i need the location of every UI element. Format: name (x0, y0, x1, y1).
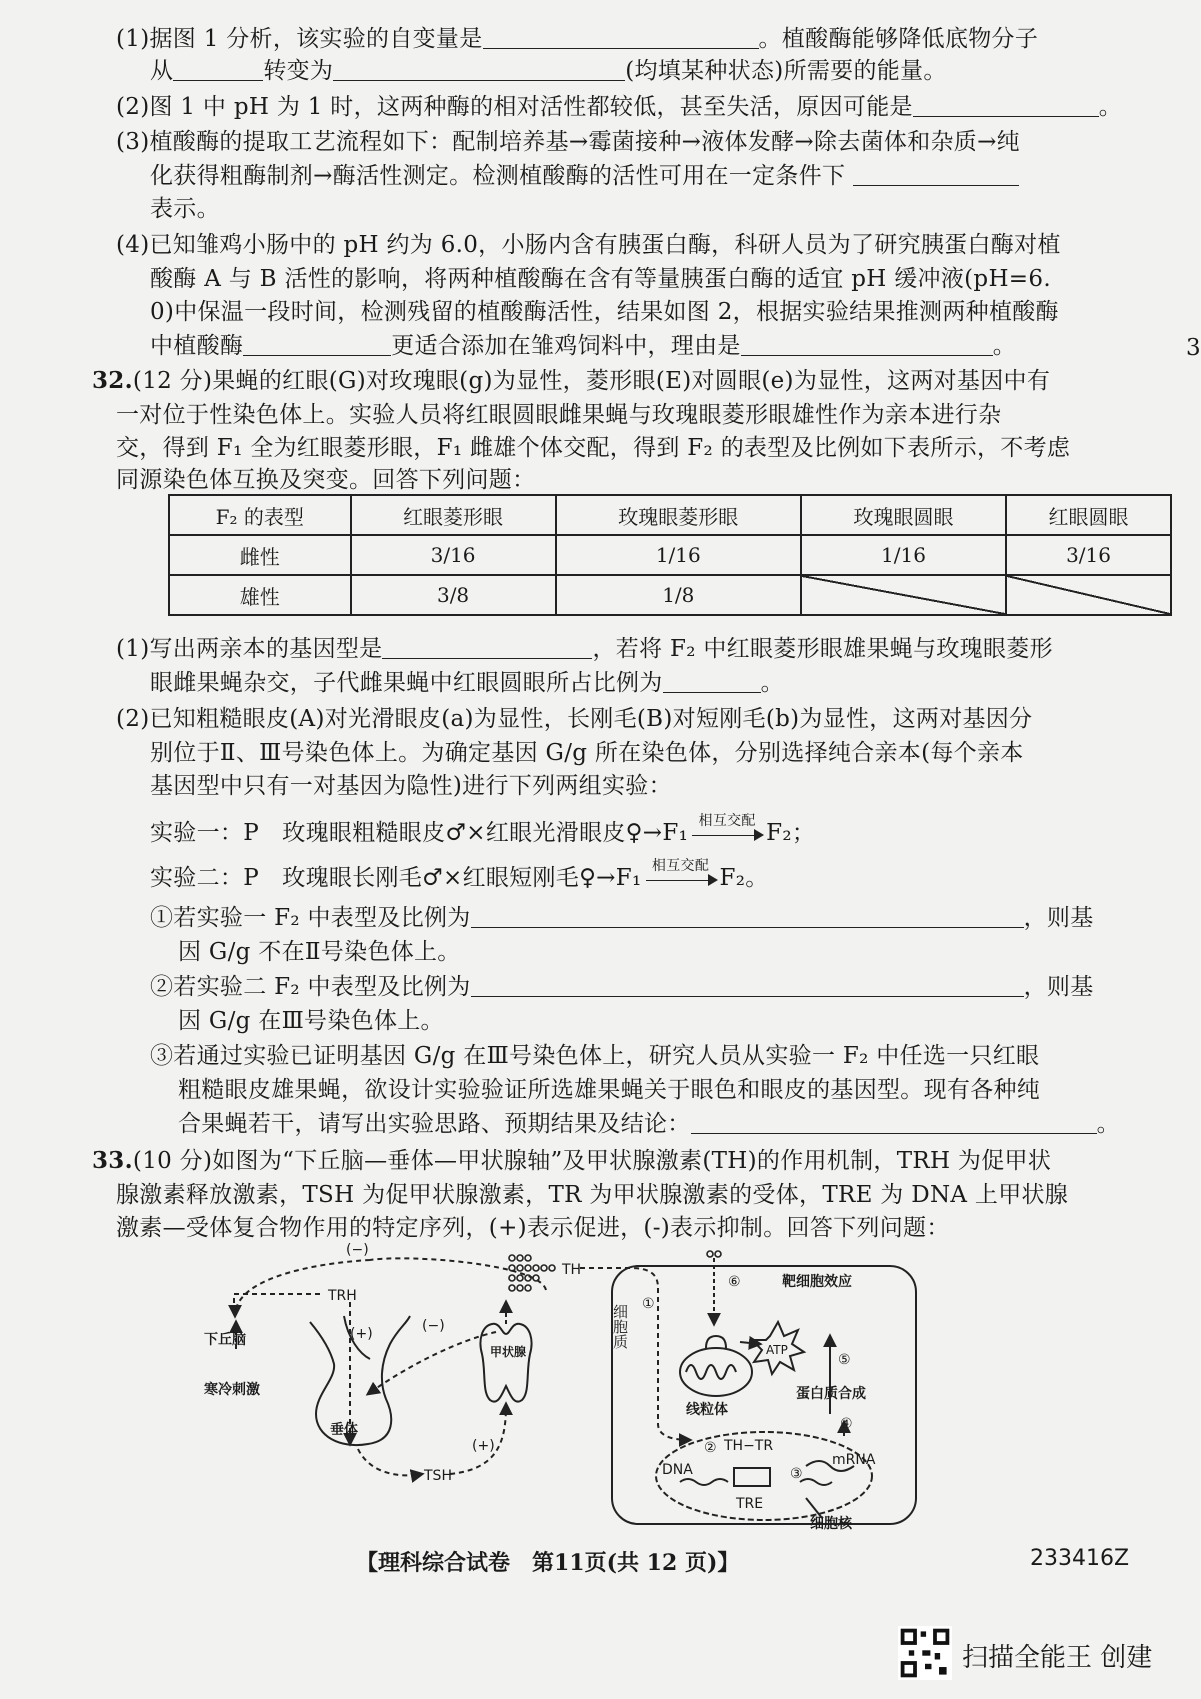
q32-c3-line1: ③若通过实验已证明基因 G/g 在Ⅲ号染色体上，研究人员从实验一 F₂ 中任选一只红眼 (150, 1043, 1040, 1069)
table-cell: 1/8 (556, 575, 801, 615)
table-header-cell: 玫瑰眼菱形眼 (556, 495, 801, 535)
q32-s2-line3: 基因型中只有一对基因为隐性)进行下列两组实验： (150, 773, 672, 799)
neg-feedback-label: (−) (346, 1242, 369, 1258)
table-header-cell: F₂ 的表型 (169, 495, 351, 535)
table-cell: 3/16 (351, 535, 556, 575)
tsh-label: TSH (424, 1468, 452, 1484)
q32-c1-line1: ①若实验一 F₂ 中表型及比例为 ，则基 (150, 905, 1094, 931)
q31-s4-line4: 中植酸酶 更适合添加在雏鸡饲料中，理由是 。 (150, 333, 1017, 359)
hpt-axis-diagram (204, 1242, 970, 1532)
negative-feedback-arrow (235, 1258, 546, 1316)
neg2-label: (−) (422, 1318, 445, 1334)
q32-line4: 同源染色体互换及突变。回答下列问题： (116, 467, 536, 493)
q31-s4-line1: (4)已知雏鸡小肠中的 pH 约为 6.0，小肠内含有胰蛋白酶，科研人员为了研究胰蛋白酶对植 (116, 232, 1061, 258)
q32-line2: 一对位于性染色体上。实验人员将红眼圆眼雌果蝇与玫瑰眼菱形眼雄性作为亲本进行杂 (116, 402, 1002, 428)
th-label: TH (562, 1262, 582, 1278)
trh-label: TRH (328, 1288, 357, 1304)
nucleus-label: 细胞核 (810, 1516, 852, 1532)
table-cell: 3/16 (1006, 535, 1171, 575)
table-cell: 1/16 (556, 535, 801, 575)
hypothalamus-label: 下丘脑 (204, 1332, 246, 1348)
q32-s2-line1: (2)已知粗糙眼皮(A)对光滑眼皮(a)为显性，长刚毛(B)对短刚毛(b)为显性，这两对基因分 (116, 706, 1033, 732)
table-cell: 雌性 (169, 535, 351, 575)
tre-label: TRE (736, 1496, 764, 1512)
thyroid-shape (480, 1324, 531, 1402)
atp-label: ATP (766, 1343, 788, 1357)
step-2-label: ② (704, 1440, 717, 1456)
mating-arrow: 相互交配 (642, 863, 720, 887)
table-header-cell: 红眼圆眼 (1006, 495, 1171, 535)
table-row (169, 575, 1171, 615)
table-header-row (169, 495, 1171, 535)
table-row (169, 535, 1171, 575)
experiment-2: 实验二：P 玫瑰眼长刚毛♂×红眼短刚毛♀→F₁ 相互交配 F₂。 (150, 858, 769, 891)
q32-s2-line2: 别位于Ⅱ、Ⅲ号染色体上。为确定基因 G/g 所在染色体，分别选择纯合亲本(每个亲本 (150, 740, 1024, 766)
step-3-label: ③ (790, 1466, 803, 1482)
table-cell: 3/8 (351, 575, 556, 615)
mitochondria-label: 线粒体 (686, 1402, 728, 1418)
step-5-label: ⑤ (838, 1352, 851, 1368)
q32-c2-line2: 因 G/g 在Ⅲ号染色体上。 (178, 1008, 444, 1034)
step-1-label: ① (642, 1296, 655, 1312)
q33-line3: 激素—受体复合物作用的特定序列，(+)表示促进，(-)表示抑制。回答下列问题： (116, 1215, 950, 1241)
footer-title: 【理科综合试卷 第11页(共 12 页)】 (356, 1550, 740, 1576)
qr-code-icon (898, 1626, 952, 1680)
th-tr-label: TH−TR (724, 1438, 774, 1454)
scanner-watermark: 扫描全能王 创建 (962, 1643, 1153, 1673)
pos2-label: (+) (472, 1438, 495, 1454)
q31-s4-line3: 0)中保温一段时间，检测残留的植酸酶活性，结果如图 2，根据实验结果推测两种植酸酶 (150, 299, 1059, 325)
tre-box (734, 1468, 770, 1486)
q32-line1: 32.(12 分)果蝇的红眼(G)对玫瑰眼(g)为显性，菱形眼(E)对圆眼(e)为显性，这两对基因中有 (92, 367, 1051, 394)
table-cell: 1/16 (801, 535, 1006, 575)
q31-s3-line2: 化获得粗酶制剂→酶活性测定。检测植酸酶的活性可用在一定条件下 (150, 161, 1019, 191)
q31-s1-line2: 从 转变为 (均填某种状态)所需要的能量。 (150, 58, 947, 84)
table-cell-empty-diagonal (1006, 575, 1171, 615)
q32-s1-line1: (1)写出两亲本的基因型是 ，若将 F₂ 中红眼菱形眼雄果蝇与玫瑰眼菱形 (116, 636, 1053, 662)
pituitary-label: 垂体 (330, 1422, 358, 1438)
experiment-1: 实验一：P 玫瑰眼粗糙眼皮♂×红眼光滑眼皮♀→F₁ 相互交配 F₂； (150, 813, 816, 846)
thyroid-label: 甲状腺 (490, 1345, 527, 1359)
q32-c1-line2: 因 G/g 不在Ⅱ号染色体上。 (178, 939, 461, 965)
table-cell: 雄性 (169, 575, 351, 615)
q31-s2: (2)图 1 中 pH 为 1 时，这两种酶的相对活性都较低，甚至失活，原因可能是 。 (116, 94, 1123, 120)
q33-line1: 33.(10 分)如图为“下丘脑—垂体—甲状腺轴”及甲状腺激素(TH)的作用机制，TRH 为促甲状 (92, 1147, 1052, 1174)
pos1-label: (+) (350, 1326, 373, 1342)
cold-stimulus-label: 寒冷刺激 (204, 1382, 260, 1398)
q32-c2-line1: ②若实验二 F₂ 中表型及比例为 ，则基 (150, 974, 1094, 1000)
protein-synthesis-label: 蛋白质合成 (796, 1386, 866, 1402)
q33-line2: 腺激素释放激素，TSH 为促甲状腺激素，TR 为甲状腺激素的受体，TRE 为 DNA 上甲状腺 (116, 1182, 1069, 1208)
mating-arrow: 相互交配 (688, 818, 766, 842)
q32-line3: 交，得到 F₁ 全为红眼菱形眼，F₁ 雌雄个体交配，得到 F₂ 的表型及比例如下表所示，不考虑 (116, 435, 1071, 461)
q31-s4-line2: 酸酶 A 与 B 活性的影响，将两种植酸酶在含有等量胰蛋白酶的适宜 pH 缓冲液(pH=6. (150, 266, 1051, 292)
paper-code: 233416Z (1030, 1546, 1130, 1571)
step-6-label: ⑥ (728, 1274, 741, 1290)
q31-s3-line3: 表示。 (150, 196, 220, 222)
f2-phenotype-table (168, 494, 1172, 616)
th-molecule-cluster (509, 1251, 721, 1291)
q32-c3-line3: 合果蝇若干，请写出实验思路、预期结果及结论： 。 (178, 1111, 1120, 1137)
q32-c3-line2: 粗糙眼皮雄果蝇，欲设计实验验证所选雄果蝇关于眼色和眼皮的基因型。现有各种纯 (178, 1077, 1041, 1103)
cytoplasm-label: 细胞质 (611, 1304, 629, 1349)
q31-s1-line1: (1)据图 1 分析，该实验的自变量是 。植酸酶能够降低底物分子 (116, 26, 1039, 52)
table-header-cell: 玫瑰眼圆眼 (801, 495, 1006, 535)
mrna-label: mRNA (832, 1452, 876, 1468)
q31-s3-line1: (3)植酸酶的提取工艺流程如下：配制培养基→霉菌接种→液体发酵→除去菌体和杂质→纯 (116, 129, 1020, 155)
target-effect-label: 靶细胞效应 (782, 1274, 852, 1290)
table-header-cell: 红眼菱形眼 (351, 495, 556, 535)
table-cell-empty-diagonal (801, 575, 1006, 615)
dna-label: DNA (662, 1462, 693, 1478)
step-4-label: ④ (840, 1416, 853, 1432)
trh-line (234, 1294, 320, 1306)
q32-s1-line2: 眼雌果蝇杂交，子代雌果蝇中红眼圆眼所占比例为 。 (150, 670, 784, 696)
side-margin-mark: 3 (1186, 335, 1201, 361)
